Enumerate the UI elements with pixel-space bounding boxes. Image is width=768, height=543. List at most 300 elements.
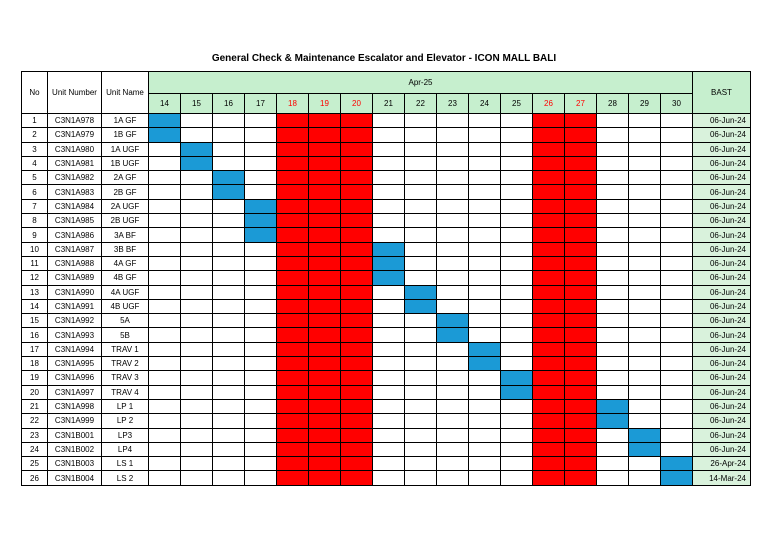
row-unit-number: C3N1A994 xyxy=(48,342,102,356)
row-unit-number: C3N1A998 xyxy=(48,399,102,413)
row-bast: 06-Jun-24 xyxy=(693,414,751,428)
holiday-cell xyxy=(565,228,597,242)
row-no: 15 xyxy=(22,314,48,328)
row-unit-name: 1B GF xyxy=(102,128,149,142)
schedule-cell xyxy=(245,342,277,356)
schedule-cell xyxy=(181,357,213,371)
row-no: 5 xyxy=(22,171,48,185)
schedule-cell xyxy=(373,299,405,313)
schedule-cell xyxy=(149,314,181,328)
maintenance-cell xyxy=(213,171,245,185)
holiday-cell xyxy=(533,385,565,399)
day-header-28: 28 xyxy=(597,94,629,114)
schedule-cell xyxy=(597,457,629,471)
schedule-cell xyxy=(629,457,661,471)
row-unit-number: C3N1A985 xyxy=(48,214,102,228)
schedule-cell xyxy=(405,214,437,228)
schedule-cell xyxy=(181,114,213,128)
schedule-cell xyxy=(149,385,181,399)
schedule-cell xyxy=(245,256,277,270)
holiday-cell xyxy=(533,342,565,356)
row-unit-name: LP 2 xyxy=(102,414,149,428)
schedule-cell xyxy=(181,399,213,413)
schedule-cell xyxy=(405,357,437,371)
maintenance-cell xyxy=(149,114,181,128)
schedule-cell xyxy=(437,414,469,428)
maintenance-cell xyxy=(661,471,693,485)
schedule-cell xyxy=(405,328,437,342)
schedule-cell xyxy=(437,457,469,471)
holiday-cell xyxy=(341,242,373,256)
schedule-cell xyxy=(373,285,405,299)
schedule-cell xyxy=(405,156,437,170)
holiday-cell xyxy=(309,299,341,313)
schedule-cell xyxy=(245,471,277,485)
schedule-cell xyxy=(181,314,213,328)
schedule-cell xyxy=(501,471,533,485)
row-unit-name: LP4 xyxy=(102,442,149,456)
holiday-cell xyxy=(309,342,341,356)
holiday-cell xyxy=(565,414,597,428)
holiday-cell xyxy=(533,299,565,313)
schedule-cell xyxy=(469,228,501,242)
maintenance-cell xyxy=(373,256,405,270)
schedule-cell xyxy=(629,114,661,128)
row-unit-number: C3N1A993 xyxy=(48,328,102,342)
schedule-cell xyxy=(373,399,405,413)
schedule-cell xyxy=(437,171,469,185)
row-no: 7 xyxy=(22,199,48,213)
schedule-cell xyxy=(149,199,181,213)
schedule-cell xyxy=(629,156,661,170)
schedule-cell xyxy=(245,442,277,456)
row-unit-number: C3N1A999 xyxy=(48,414,102,428)
holiday-cell xyxy=(533,428,565,442)
table-row xyxy=(22,285,751,299)
schedule-cell xyxy=(661,171,693,185)
schedule-cell xyxy=(469,285,501,299)
maintenance-cell xyxy=(437,314,469,328)
schedule-cell xyxy=(629,414,661,428)
schedule-cell xyxy=(629,471,661,485)
schedule-cell xyxy=(661,256,693,270)
schedule-cell xyxy=(405,114,437,128)
holiday-cell xyxy=(341,399,373,413)
table-row xyxy=(22,199,751,213)
schedule-cell xyxy=(405,142,437,156)
schedule-cell xyxy=(661,128,693,142)
schedule-cell xyxy=(149,256,181,270)
schedule-cell xyxy=(469,156,501,170)
holiday-cell xyxy=(277,385,309,399)
schedule-cell xyxy=(661,156,693,170)
schedule-cell xyxy=(597,385,629,399)
schedule-cell xyxy=(405,128,437,142)
holiday-cell xyxy=(565,185,597,199)
row-bast: 06-Jun-24 xyxy=(693,185,751,199)
schedule-cell xyxy=(149,299,181,313)
schedule-cell xyxy=(629,214,661,228)
schedule-cell xyxy=(629,228,661,242)
holiday-cell xyxy=(565,471,597,485)
row-no: 19 xyxy=(22,371,48,385)
day-header-27: 27 xyxy=(565,94,597,114)
schedule-cell xyxy=(213,214,245,228)
schedule-cell xyxy=(373,142,405,156)
schedule-cell xyxy=(373,357,405,371)
schedule-cell xyxy=(373,228,405,242)
holiday-cell xyxy=(341,142,373,156)
schedule-cell xyxy=(469,399,501,413)
schedule-cell xyxy=(181,457,213,471)
schedule-cell xyxy=(245,128,277,142)
holiday-cell xyxy=(341,371,373,385)
schedule-cell xyxy=(501,242,533,256)
schedule-cell xyxy=(245,371,277,385)
schedule-cell xyxy=(437,442,469,456)
day-header-20: 20 xyxy=(341,94,373,114)
table-row xyxy=(22,357,751,371)
schedule-cell xyxy=(597,185,629,199)
schedule-cell xyxy=(661,142,693,156)
schedule-cell xyxy=(597,271,629,285)
schedule-cell xyxy=(213,414,245,428)
schedule-cell xyxy=(245,299,277,313)
schedule-cell xyxy=(661,299,693,313)
holiday-cell xyxy=(341,214,373,228)
holiday-cell xyxy=(341,342,373,356)
schedule-cell xyxy=(629,199,661,213)
schedule-cell xyxy=(373,214,405,228)
holiday-cell xyxy=(277,299,309,313)
schedule-cell xyxy=(501,271,533,285)
holiday-cell xyxy=(533,285,565,299)
schedule-cell xyxy=(405,256,437,270)
schedule-cell xyxy=(469,199,501,213)
schedule-cell xyxy=(501,228,533,242)
row-no: 8 xyxy=(22,214,48,228)
schedule-cell xyxy=(597,228,629,242)
schedule-cell xyxy=(597,171,629,185)
schedule-cell xyxy=(661,328,693,342)
maintenance-cell xyxy=(149,128,181,142)
row-unit-number: C3N1A991 xyxy=(48,299,102,313)
schedule-cell xyxy=(629,385,661,399)
schedule-cell xyxy=(245,156,277,170)
maintenance-cell xyxy=(629,442,661,456)
schedule-cell xyxy=(437,185,469,199)
table-row xyxy=(22,471,751,485)
schedule-cell xyxy=(149,428,181,442)
holiday-cell xyxy=(533,199,565,213)
maintenance-cell xyxy=(437,328,469,342)
schedule-cell xyxy=(213,442,245,456)
schedule-cell xyxy=(373,128,405,142)
schedule-cell xyxy=(661,199,693,213)
schedule-cell xyxy=(469,385,501,399)
row-unit-name: 4A GF xyxy=(102,256,149,270)
holiday-cell xyxy=(533,399,565,413)
schedule-cell xyxy=(661,314,693,328)
row-unit-number: C3N1B001 xyxy=(48,428,102,442)
maintenance-cell xyxy=(597,414,629,428)
schedule-cell xyxy=(469,428,501,442)
holiday-cell xyxy=(277,471,309,485)
schedule-cell xyxy=(405,242,437,256)
schedule-cell xyxy=(149,457,181,471)
holiday-cell xyxy=(565,271,597,285)
holiday-cell xyxy=(565,156,597,170)
schedule-cell xyxy=(405,414,437,428)
holiday-cell xyxy=(277,199,309,213)
holiday-cell xyxy=(309,457,341,471)
row-bast: 06-Jun-24 xyxy=(693,328,751,342)
schedule-cell xyxy=(661,242,693,256)
schedule-cell xyxy=(437,242,469,256)
schedule-cell xyxy=(181,242,213,256)
schedule-cell xyxy=(469,171,501,185)
table-row xyxy=(22,271,751,285)
holiday-cell xyxy=(565,357,597,371)
holiday-cell xyxy=(341,285,373,299)
table-row xyxy=(22,457,751,471)
holiday-cell xyxy=(533,214,565,228)
maintenance-cell xyxy=(629,428,661,442)
schedule-cell xyxy=(149,328,181,342)
schedule-cell xyxy=(437,142,469,156)
schedule-cell xyxy=(629,285,661,299)
schedule-cell xyxy=(213,256,245,270)
row-no: 10 xyxy=(22,242,48,256)
schedule-cell xyxy=(373,171,405,185)
row-no: 17 xyxy=(22,342,48,356)
schedule-cell xyxy=(181,414,213,428)
maintenance-cell xyxy=(469,357,501,371)
schedule-cell xyxy=(405,185,437,199)
schedule-cell xyxy=(501,428,533,442)
schedule-cell xyxy=(213,328,245,342)
schedule-cell xyxy=(501,156,533,170)
day-header-22: 22 xyxy=(405,94,437,114)
holiday-cell xyxy=(565,114,597,128)
holiday-cell xyxy=(533,328,565,342)
maintenance-cell xyxy=(181,142,213,156)
schedule-cell xyxy=(597,428,629,442)
row-no: 18 xyxy=(22,357,48,371)
schedule-cell xyxy=(437,299,469,313)
schedule-cell xyxy=(501,399,533,413)
holiday-cell xyxy=(533,314,565,328)
schedule-cell xyxy=(661,385,693,399)
row-bast: 06-Jun-24 xyxy=(693,271,751,285)
table-row xyxy=(22,142,751,156)
schedule-cell xyxy=(597,242,629,256)
holiday-cell xyxy=(533,171,565,185)
schedule-cell xyxy=(245,271,277,285)
schedule-cell xyxy=(405,399,437,413)
row-unit-name: TRAV 1 xyxy=(102,342,149,356)
schedule-cell xyxy=(373,442,405,456)
holiday-cell xyxy=(565,328,597,342)
schedule-cell xyxy=(213,471,245,485)
row-unit-number: C3N1A996 xyxy=(48,371,102,385)
holiday-cell xyxy=(533,457,565,471)
schedule-cell xyxy=(629,171,661,185)
row-bast: 06-Jun-24 xyxy=(693,114,751,128)
holiday-cell xyxy=(309,156,341,170)
schedule-cell xyxy=(501,128,533,142)
holiday-cell xyxy=(309,142,341,156)
schedule-cell xyxy=(181,171,213,185)
schedule-cell xyxy=(213,128,245,142)
schedule-cell xyxy=(501,114,533,128)
maintenance-schedule-table xyxy=(21,71,751,486)
schedule-cell xyxy=(373,185,405,199)
schedule-cell xyxy=(245,385,277,399)
row-unit-name: 4A UGF xyxy=(102,285,149,299)
table-row xyxy=(22,314,751,328)
maintenance-cell xyxy=(597,399,629,413)
holiday-cell xyxy=(277,314,309,328)
row-no: 2 xyxy=(22,128,48,142)
schedule-cell xyxy=(213,114,245,128)
schedule-cell xyxy=(597,328,629,342)
row-unit-number: C3N1A984 xyxy=(48,199,102,213)
schedule-cell xyxy=(501,457,533,471)
row-unit-name: 2A GF xyxy=(102,171,149,185)
schedule-cell xyxy=(597,128,629,142)
schedule-cell xyxy=(437,371,469,385)
row-bast: 06-Jun-24 xyxy=(693,385,751,399)
holiday-cell xyxy=(341,442,373,456)
holiday-cell xyxy=(277,414,309,428)
row-no: 21 xyxy=(22,399,48,413)
holiday-cell xyxy=(341,128,373,142)
holiday-cell xyxy=(565,399,597,413)
schedule-cell xyxy=(437,228,469,242)
row-unit-number: C3N1A986 xyxy=(48,228,102,242)
maintenance-cell xyxy=(245,199,277,213)
table-row xyxy=(22,385,751,399)
schedule-cell xyxy=(629,371,661,385)
maintenance-cell xyxy=(501,371,533,385)
schedule-cell xyxy=(373,328,405,342)
row-unit-name: 5A xyxy=(102,314,149,328)
table-row xyxy=(22,228,751,242)
holiday-cell xyxy=(341,357,373,371)
table-row xyxy=(22,399,751,413)
schedule-cell xyxy=(245,457,277,471)
holiday-cell xyxy=(309,228,341,242)
holiday-cell xyxy=(341,199,373,213)
day-header-16: 16 xyxy=(213,94,245,114)
row-unit-name: 3A BF xyxy=(102,228,149,242)
row-bast: 06-Jun-24 xyxy=(693,128,751,142)
schedule-cell xyxy=(501,442,533,456)
table-row xyxy=(22,428,751,442)
row-no: 12 xyxy=(22,271,48,285)
schedule-cell xyxy=(501,142,533,156)
row-bast: 06-Jun-24 xyxy=(693,399,751,413)
schedule-cell xyxy=(149,214,181,228)
holiday-cell xyxy=(309,399,341,413)
row-bast: 14-Mar-24 xyxy=(693,471,751,485)
row-no: 20 xyxy=(22,385,48,399)
row-unit-number: C3N1B004 xyxy=(48,471,102,485)
holiday-cell xyxy=(309,185,341,199)
holiday-cell xyxy=(565,342,597,356)
day-header-29: 29 xyxy=(629,94,661,114)
schedule-cell xyxy=(373,342,405,356)
schedule-cell xyxy=(213,371,245,385)
holiday-cell xyxy=(309,328,341,342)
row-unit-name: LP 1 xyxy=(102,399,149,413)
holiday-cell xyxy=(565,171,597,185)
schedule-cell xyxy=(661,285,693,299)
holiday-cell xyxy=(309,385,341,399)
schedule-cell xyxy=(149,242,181,256)
schedule-cell xyxy=(181,371,213,385)
schedule-cell xyxy=(181,256,213,270)
schedule-cell xyxy=(597,299,629,313)
maintenance-cell xyxy=(661,457,693,471)
holiday-cell xyxy=(533,228,565,242)
day-header-24: 24 xyxy=(469,94,501,114)
schedule-cell xyxy=(597,285,629,299)
holiday-cell xyxy=(341,328,373,342)
schedule-cell xyxy=(597,114,629,128)
schedule-cell xyxy=(629,314,661,328)
holiday-cell xyxy=(533,128,565,142)
schedule-cell xyxy=(245,328,277,342)
schedule-cell xyxy=(213,357,245,371)
table-row xyxy=(22,171,751,185)
holiday-cell xyxy=(277,457,309,471)
schedule-cell xyxy=(597,214,629,228)
schedule-cell xyxy=(181,228,213,242)
schedule-cell xyxy=(437,199,469,213)
schedule-cell xyxy=(597,442,629,456)
row-bast: 26-Apr-24 xyxy=(693,457,751,471)
schedule-cell xyxy=(501,256,533,270)
schedule-cell xyxy=(501,199,533,213)
schedule-cell xyxy=(245,185,277,199)
row-bast: 06-Jun-24 xyxy=(693,156,751,170)
holiday-cell xyxy=(533,114,565,128)
schedule-cell xyxy=(661,342,693,356)
schedule-cell xyxy=(501,185,533,199)
row-bast: 06-Jun-24 xyxy=(693,357,751,371)
holiday-cell xyxy=(277,128,309,142)
schedule-cell xyxy=(597,342,629,356)
schedule-cell xyxy=(213,156,245,170)
row-bast: 06-Jun-24 xyxy=(693,171,751,185)
holiday-cell xyxy=(309,471,341,485)
schedule-cell xyxy=(405,271,437,285)
holiday-cell xyxy=(309,442,341,456)
row-unit-name: 3B BF xyxy=(102,242,149,256)
day-header-18: 18 xyxy=(277,94,309,114)
schedule-cell xyxy=(437,128,469,142)
holiday-cell xyxy=(309,414,341,428)
schedule-cell xyxy=(437,114,469,128)
schedule-cell xyxy=(437,156,469,170)
table-row xyxy=(22,371,751,385)
row-no: 22 xyxy=(22,414,48,428)
schedule-cell xyxy=(469,328,501,342)
schedule-cell xyxy=(437,271,469,285)
schedule-cell xyxy=(437,385,469,399)
